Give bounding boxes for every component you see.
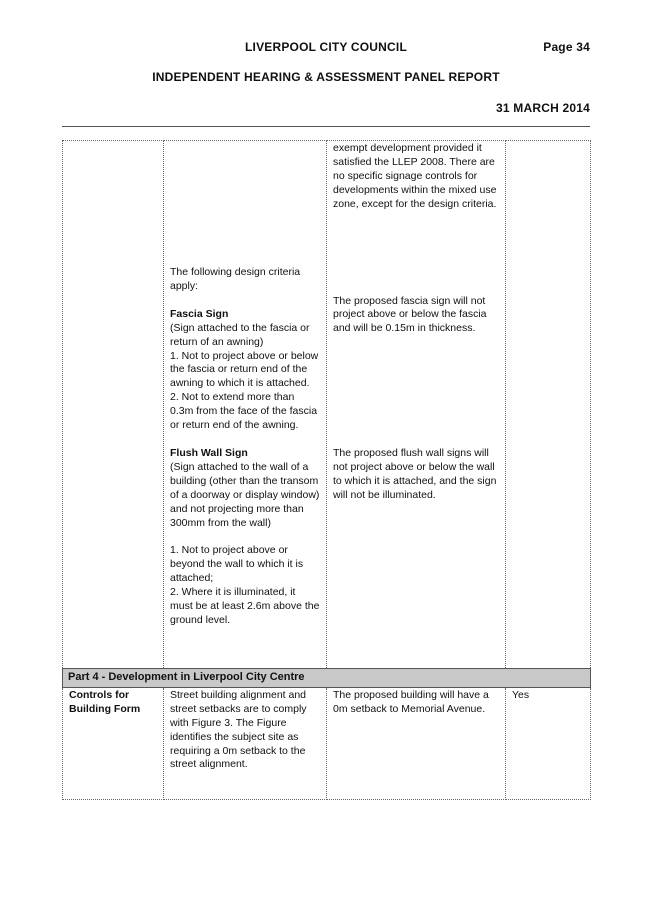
building-form-response: The proposed building will have a 0m setback to Memorial Avenue. — [333, 688, 489, 715]
report-date: 31 MARCH 2014 — [496, 101, 590, 115]
building-form-control: Controls for Building Form — [69, 688, 141, 715]
page-number: Page 34 — [543, 40, 590, 54]
requirement-cell — [164, 141, 327, 669]
report-title: INDEPENDENT HEARING & ASSESSMENT PANEL REPORT — [152, 70, 500, 84]
control-cell — [63, 141, 164, 669]
fascia-sign-rule-1: 1. Not to project above or below the fascia or return end of the awning to which it is attached. — [170, 349, 319, 390]
building-form-requirement: Street building alignment and street setbacks are to comply with Figure 3. The Figure identifies the subject site as requiring a 0m setback to the street alignment. — [170, 688, 307, 771]
compliance-table — [62, 140, 591, 800]
flush-wall-sign-rule-2: 2. Where it is illuminated, it must be at least 2.6m above the ground level. — [170, 586, 320, 626]
council-name: LIVERPOOL CITY COUNCIL — [245, 40, 407, 54]
flush-wall-sign-response: The proposed flush wall signs will not project above or below the wall to which it is attached, and the sign will not be illuminated. — [333, 447, 497, 501]
fascia-sign-rule-2: 2. Not to extend more than 0.3m from the face of the fascia or return end of the awning. — [170, 391, 318, 432]
design-criteria-intro: The following design criteria apply: — [170, 266, 301, 292]
section-row — [63, 669, 591, 688]
table-row — [63, 141, 591, 669]
control-cell — [63, 687, 164, 799]
flush-wall-sign-description: (Sign attached to the wall of a building (other than the transom of a doorway or display window) and not projecting more than 300mm from the wall) — [170, 460, 320, 529]
response-cell — [327, 141, 506, 669]
compliance-cell — [506, 687, 591, 799]
signage-exemption-text: exempt development provided it satisfied the LLEP 2008. There are no specific signage controls for developments within the mixed use zone, except for the design criteria. — [333, 142, 497, 210]
fascia-sign-description: (Sign attached to the fascia or return of an awning) — [170, 321, 310, 348]
compliance-cell — [506, 141, 591, 669]
flush-wall-sign-heading: Flush Wall Sign — [170, 446, 248, 459]
fascia-sign-heading: Fascia Sign — [170, 307, 229, 320]
response-cell — [327, 687, 506, 799]
requirement-cell — [164, 687, 327, 799]
table-row — [63, 687, 591, 799]
header-divider — [62, 126, 590, 127]
section-heading: Part 4 - Development in Liverpool City Centre — [63, 669, 591, 688]
compliance-value: Yes — [512, 688, 530, 701]
fascia-sign-response: The proposed fascia sign will not project above or below the fascia and will be 0.15m in thickness. — [333, 294, 487, 335]
flush-wall-sign-rule-1: 1. Not to project above or beyond the wall to which it is attached; — [170, 544, 304, 585]
